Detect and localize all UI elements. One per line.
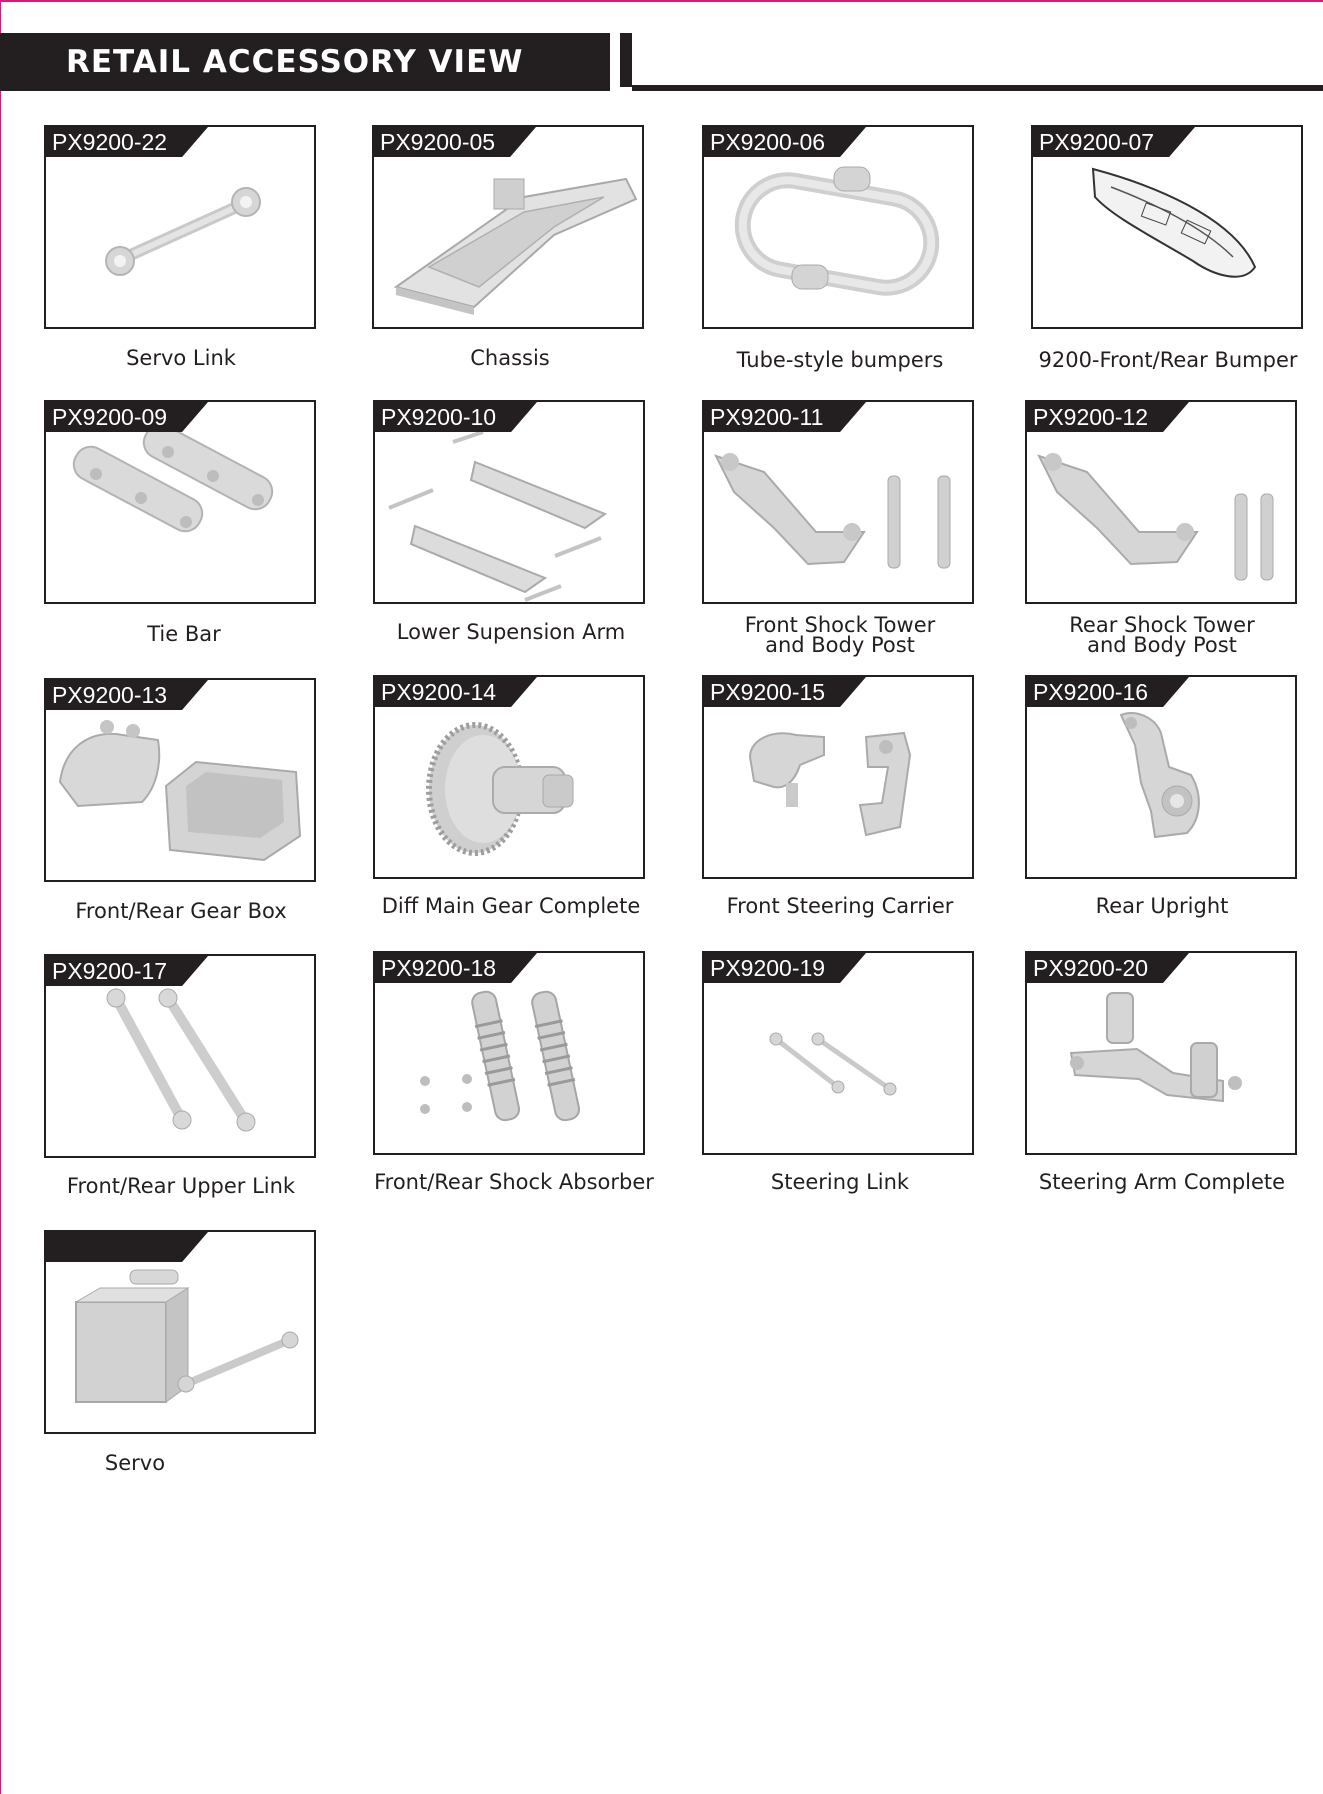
part-code: PX9200-07 (1039, 129, 1155, 155)
part-code: PX9200-11 (710, 404, 824, 430)
part-code: PX9200-06 (710, 129, 826, 155)
part-code: PX9200-16 (1033, 679, 1149, 705)
part-card (44, 400, 316, 604)
part-code: PX9200-19 (710, 955, 826, 981)
part-name: Rear Shock Tower and Body Post (1069, 613, 1255, 657)
part-name: Steering Link (770, 1170, 910, 1194)
rear-shock-tower-icon (1027, 432, 1295, 602)
page-title: RETAIL ACCESSORY VIEW (66, 44, 524, 80)
part-name: Chassis (470, 346, 550, 370)
steering-arm-icon (1027, 983, 1295, 1153)
part-card (44, 954, 316, 1158)
part-name: Tube-style bumpers (736, 348, 944, 372)
part-code-tab (46, 1232, 208, 1262)
rear-upright-icon (1027, 707, 1295, 877)
part-name: Front/Rear Gear Box (75, 899, 287, 923)
part-card (373, 675, 645, 879)
tube-bumper-icon (704, 157, 972, 327)
part-code: PX9200-15 (710, 679, 826, 705)
part-code: PX9200-22 (52, 129, 168, 155)
part-name: Front Steering Carrier (726, 894, 954, 918)
chassis-icon (374, 157, 642, 327)
part-code: PX9200-05 (380, 129, 496, 155)
part-name: 9200-Front/Rear Bumper (1038, 348, 1298, 372)
part-name: Rear Upright (1095, 894, 1229, 918)
part-code: PX9200-20 (1033, 955, 1149, 981)
part-card (373, 400, 645, 604)
part-name: Tie Bar (147, 622, 221, 646)
part-name: Steering Arm Complete (1038, 1170, 1286, 1194)
part-card (1025, 675, 1297, 879)
part-name: Front/Rear Upper Link (66, 1174, 296, 1198)
servo-icon (46, 1262, 314, 1432)
part-card (44, 1230, 316, 1434)
tie-bar-icon (46, 432, 314, 602)
part-code: PX9200-13 (52, 682, 168, 708)
header-stripe (620, 33, 632, 87)
part-name: Diff Main Gear Complete (381, 894, 641, 918)
front-rear-bumper-icon (1033, 157, 1301, 327)
part-name: Lower Supension Arm (396, 620, 626, 644)
shock-absorber-icon (375, 983, 643, 1153)
upper-link-icon (46, 986, 314, 1156)
part-card (44, 678, 316, 882)
diff-gear-icon (375, 707, 643, 877)
part-card (1031, 125, 1303, 329)
part-card (1025, 951, 1297, 1155)
page-left-border (0, 0, 1, 1794)
page-top-border (0, 0, 1323, 2)
part-code: PX9200-18 (381, 955, 497, 981)
part-card (702, 400, 974, 604)
part-code: PX9200-17 (52, 958, 168, 984)
part-code: PX9200-12 (1033, 404, 1149, 430)
front-shock-tower-icon (704, 432, 972, 602)
part-name: Servo Link (126, 346, 236, 370)
header-rule (632, 85, 1323, 91)
gear-box-icon (46, 710, 314, 880)
part-card (702, 675, 974, 879)
part-card (372, 125, 644, 329)
lower-suspension-arm-icon (375, 432, 643, 602)
part-code: PX9200-14 (381, 679, 497, 705)
steering-link-icon (704, 983, 972, 1153)
part-card (44, 125, 316, 329)
part-code: PX9200-10 (381, 404, 497, 430)
part-name: Front Shock Tower and Body Post (744, 613, 936, 657)
steering-carrier-icon (704, 707, 972, 877)
part-card (373, 951, 645, 1155)
servo-link-icon (46, 157, 314, 327)
part-name: Servo (104, 1451, 166, 1475)
part-card (1025, 400, 1297, 604)
part-card (702, 951, 974, 1155)
part-card (702, 125, 974, 329)
part-code: PX9200-09 (52, 404, 168, 430)
part-name: Front/Rear Shock Absorber (374, 1170, 654, 1194)
